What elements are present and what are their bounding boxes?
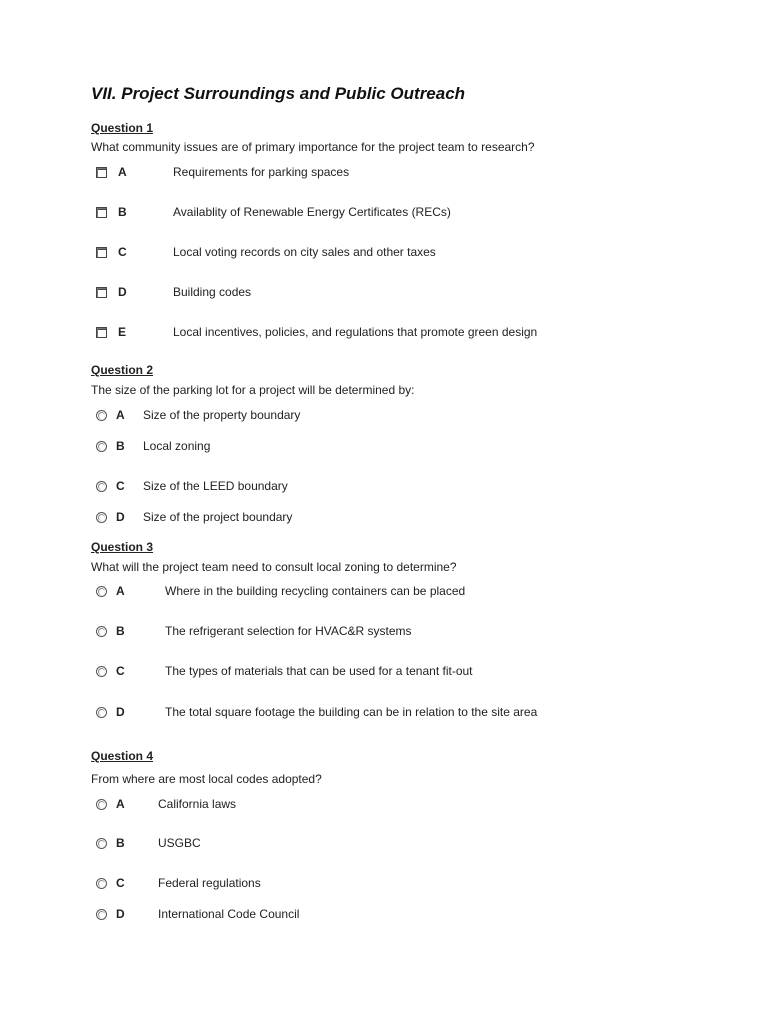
- question-2-text: The size of the parking lot for a project will be determined by:: [91, 383, 415, 397]
- radio-button[interactable]: [96, 707, 107, 718]
- radio-button[interactable]: [96, 838, 107, 849]
- radio-button[interactable]: [96, 799, 107, 810]
- option-letter: D: [118, 285, 127, 299]
- option-letter: C: [118, 245, 127, 259]
- radio-button[interactable]: [96, 666, 107, 677]
- question-3-heading: Question 3: [91, 540, 154, 554]
- question-1-heading: Question 1: [91, 121, 154, 135]
- option-text: Where in the building recycling containers can be placed: [165, 584, 466, 598]
- option-letter: C: [116, 479, 125, 493]
- question-4-text: From where are most local codes adopted?: [91, 772, 322, 786]
- page-title: VII. Project Surroundings and Public Outreach: [91, 84, 466, 103]
- option-text: Local voting records on city sales and other taxes: [173, 245, 436, 259]
- option-letter: A: [116, 584, 125, 598]
- option-letter: D: [116, 510, 125, 524]
- option-text: USGBC: [158, 836, 201, 850]
- checkbox[interactable]: [96, 287, 107, 298]
- question-2-heading: Question 2: [91, 363, 154, 377]
- option-text: The refrigerant selection for HVAC&R systems: [165, 624, 412, 638]
- question-3-text: What will the project team need to consult local zoning to determine?: [91, 560, 457, 574]
- radio-button[interactable]: [96, 586, 107, 597]
- radio-button[interactable]: [96, 481, 107, 492]
- option-letter: B: [118, 205, 127, 219]
- option-text: Federal regulations: [158, 876, 261, 890]
- radio-button[interactable]: [96, 512, 107, 523]
- option-text: Size of the LEED boundary: [143, 479, 288, 493]
- checkbox[interactable]: [96, 327, 107, 338]
- question-1-text: What community issues are of primary importance for the project team to research?: [91, 140, 535, 154]
- option-text: The types of materials that can be used for a tenant fit-out: [165, 664, 473, 678]
- option-text: Local zoning: [143, 439, 211, 453]
- checkbox[interactable]: [96, 207, 107, 218]
- checkbox[interactable]: [96, 167, 107, 178]
- option-letter: C: [116, 664, 125, 678]
- question-4-heading: Question 4: [91, 749, 154, 763]
- option-letter: A: [116, 797, 125, 811]
- option-text: Size of the project boundary: [143, 510, 293, 524]
- radio-button[interactable]: [96, 878, 107, 889]
- option-letter: C: [116, 876, 125, 890]
- option-text: Size of the property boundary: [143, 408, 301, 422]
- option-text: The total square footage the building can be in relation to the site area: [165, 705, 538, 719]
- option-letter: A: [116, 408, 125, 422]
- radio-button[interactable]: [96, 410, 107, 421]
- checkbox[interactable]: [96, 247, 107, 258]
- option-letter: E: [118, 325, 127, 339]
- option-letter: B: [116, 439, 125, 453]
- radio-button[interactable]: [96, 626, 107, 637]
- radio-button[interactable]: [96, 909, 107, 920]
- option-text: Requirements for parking spaces: [173, 165, 350, 179]
- option-letter: B: [116, 624, 125, 638]
- option-letter: B: [116, 836, 125, 850]
- option-text: International Code Council: [158, 907, 300, 921]
- option-text: Local incentives, policies, and regulations that promote green design: [173, 325, 538, 339]
- option-text: California laws: [158, 797, 237, 811]
- option-letter: D: [116, 705, 125, 719]
- option-letter: A: [118, 165, 127, 179]
- option-letter: D: [116, 907, 125, 921]
- option-text: Availablity of Renewable Energy Certificates (RECs): [173, 205, 451, 219]
- option-text: Building codes: [173, 285, 252, 299]
- radio-button[interactable]: [96, 441, 107, 452]
